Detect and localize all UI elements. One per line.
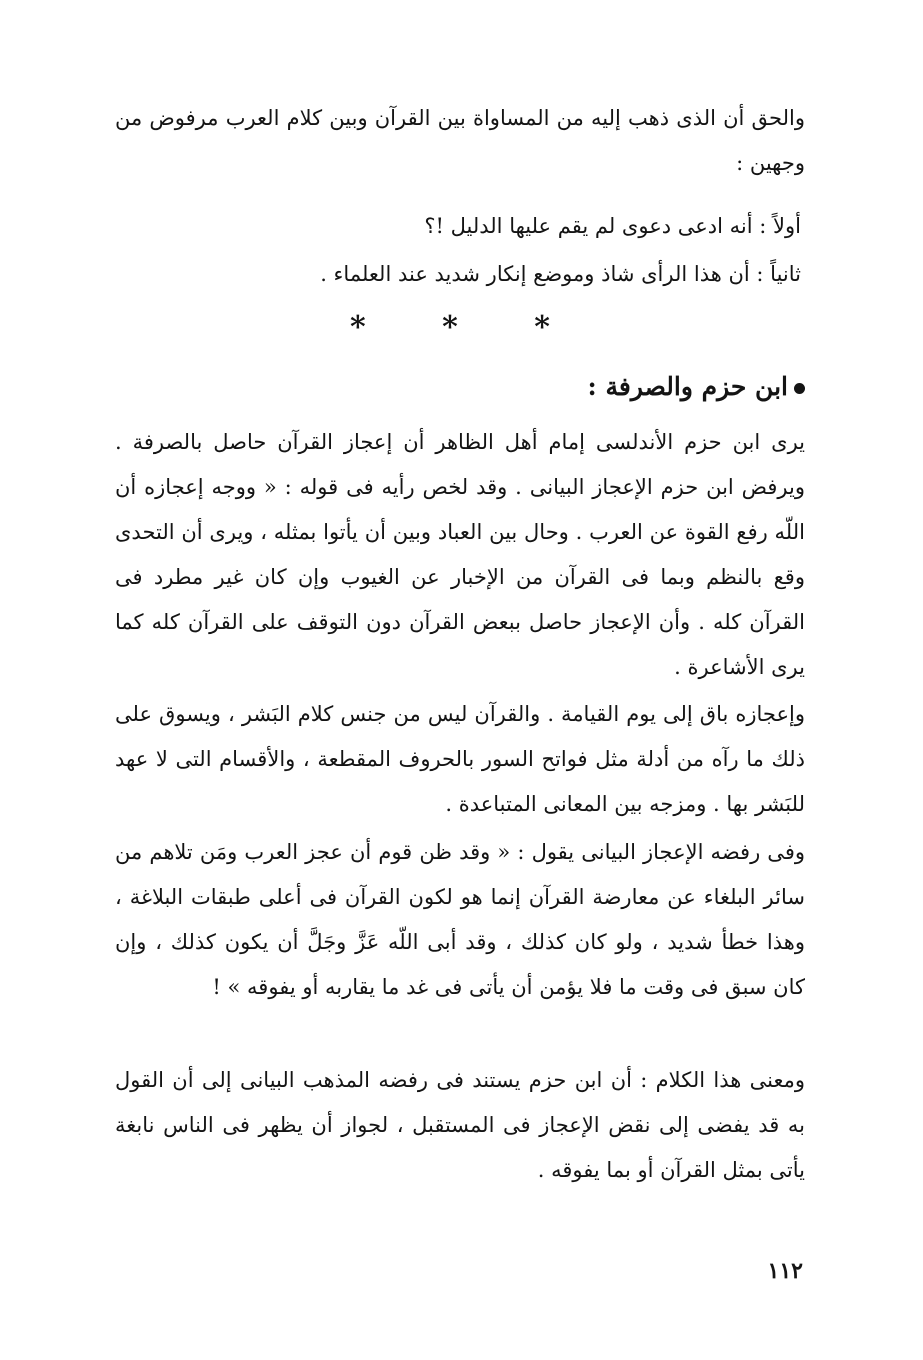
separator-star: * — [350, 310, 366, 345]
point-first: أولاً : أنه ادعى دعوى لم يقم عليها الدليل !؟ — [424, 214, 801, 238]
paragraph-rejection-quote: وفى رفضه الإعجاز البيانى يقول : « وقد ظن قوم أن عجز العرب ومَن تلاهم من سائر البلغاء عن معارضة القرآن إنما هو لكون القرآن فى أعلى طبقات البلاغة ، وهذا خطأ شديد ، ولو كان كذلك ، وقد أبى اللّه عَزَّ وجَلَّ أن يكون كذلك ، وإن كان سبق فى وقت ما فلا يؤمن أن يأتى فى غد ما يقاربه أو يفوقه » ! — [115, 840, 805, 999]
point-second: ثانياً : أن هذا الرأى شاذ وموضع إنكار شديد عند العلماء . — [320, 262, 801, 286]
section-heading — [115, 362, 805, 412]
section-heading-text: ابن حزم والصرفة : — [587, 372, 788, 401]
bullet-icon — [794, 383, 805, 394]
paragraph-ibn-hazm-view: يرى ابن حزم الأندلسى إمام أهل الظاهر أن إعجاز القرآن حاصل بالصرفة . ويرفض ابن حزم الإعجاز البيانى . وقد لخص رأيه فى قوله : « ووجه إعجازه أن اللّه رفع القوة عن العرب . وحال بين العباد وبين أن يأتوا بمثله ، ويرى أن التحدى وقع بالنظم وبما فى القرآن من الإخبار عن الغيوب وإن كان غير مطرد فى القرآن كله . وأن الإعجاز حاصل ببعض القرآن دون التوقف على القرآن كله كما يرى الأشاعرة . — [115, 430, 805, 679]
paragraph-meaning: ومعنى هذا الكلام : أن ابن حزم يستند فى رفضه المذهب البيانى إلى أن القول به قد يفضى إلى نقض الإعجاز فى المستقبل ، لجواز أن يظهر فى الناس نابغة يأتى بمثل القرآن أو بما يفوقه . — [115, 1068, 805, 1182]
paragraph-intro: والحق أن الذى ذهب إليه من المساواة بين القرآن وبين كلام العرب مرفوض من وجهين : — [115, 106, 805, 175]
separator-star: * — [534, 310, 550, 345]
paragraph-inimitability-remains: وإعجازه باق إلى يوم القيامة . والقرآن ليس من جنس كلام البَشر ، ويسوق على ذلك ما رآه من أدلة مثل فواتح السور بالحروف المقطعة ، والأقسام التى لا عهد للبَشر بها . ومزجه بين المعانى المتباعدة . — [115, 702, 805, 816]
separator-star: * — [442, 310, 458, 345]
page-number: ١١٢ — [767, 1258, 803, 1284]
section-separator — [350, 310, 550, 345]
